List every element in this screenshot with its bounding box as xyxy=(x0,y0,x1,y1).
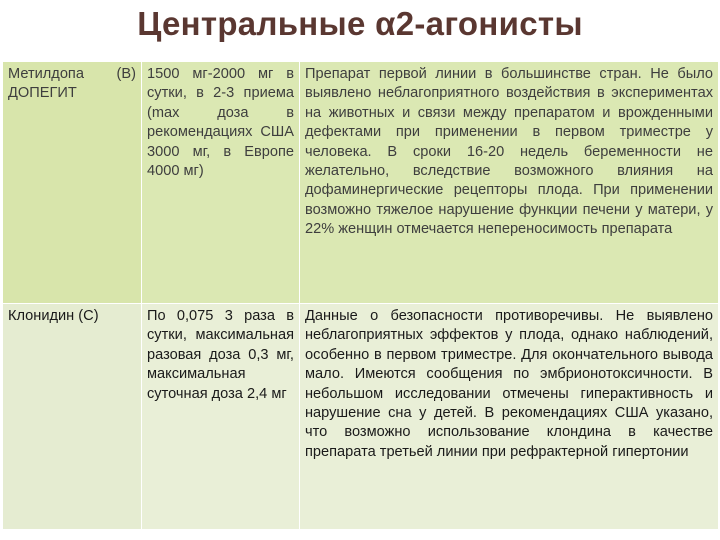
drug-name-cell: Клонидин (С) xyxy=(3,304,142,530)
dose-cell: 1500 мг-2000 мг в сутки, в 2-3 приема (max доза в рекомендациях США 3000 мг, в Европе 4000 мг) xyxy=(142,62,300,304)
dose-cell: По 0,075 3 раза в сутки, максимальная разовая доза 0,3 мг, максимальная суточная доза 2,4 мг xyxy=(142,304,300,530)
table-row xyxy=(3,62,719,304)
table-row xyxy=(3,304,719,530)
drug-name-cell: Метилдопа (В) ДОПЕГИТ xyxy=(3,62,142,304)
safety-note-cell: Данные о безопасности противоречивы. Не выявлено неблагоприятных эффектов у плода, однако наблюдений, особенно в первом триместре. Для окончательного вывода мало. Имеются сообщения по эмбрионотоксичности. В небольшом исследовании отмечены гиперактивность и нарушение сна у детей. В рекомендациях США указано, что возможно использование клондина в качестве препарата третьей линии при рефрактерной гипертонии xyxy=(300,304,719,530)
safety-note-cell: Препарат первой линии в большинстве стран. Не было выявлено неблагоприятного воздействия в экспериментах на животных и связи между препаратом и врожденными дефектами при применении в первом триместре у человека. В сроки 16-20 недель беременности не желательно, вследствие возможного влияния на дофаминергические рецепторы плода. При применении возможно тяжелое нарушение функции печени у матери, у 22% женщин отмечается непереносимость препарата xyxy=(300,62,719,304)
drug-table xyxy=(2,61,719,530)
slide-title: Центральные α2-агонисты xyxy=(137,5,583,42)
